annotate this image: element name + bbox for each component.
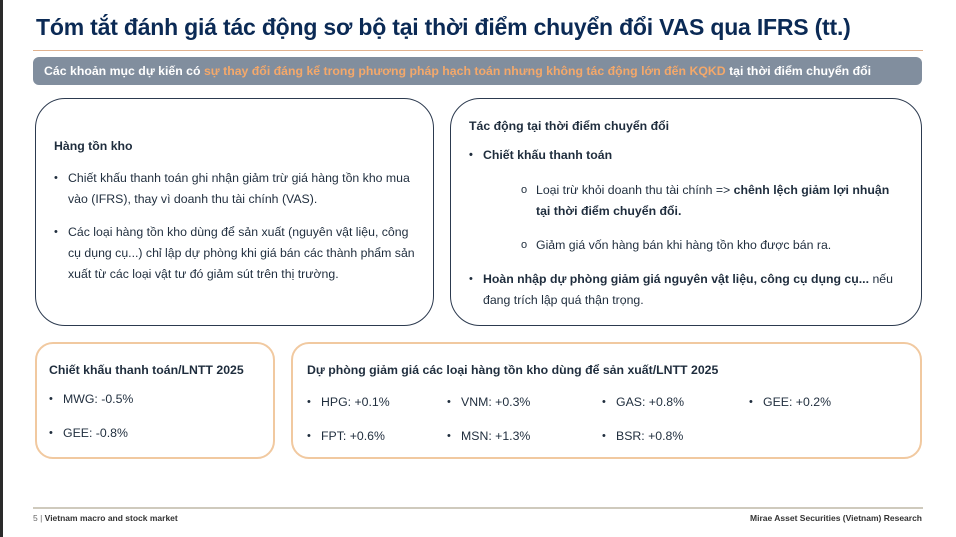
impact-bullet-list [469, 145, 903, 311]
bullet-text: Chiết khấu thanh toán ghi nhận giảm trừ giá hàng tồn kho mua vào (IFRS), thay vì doanh thu tài chính (VAS). [68, 171, 410, 206]
stat-text: FPT: +0.6% [321, 429, 385, 443]
bullet-text: Các loại hàng tồn kho dùng để sản xuất (nguyên vật liệu, công cụ dụng cụ...) chỉ lập dự phòng khi giá bán các thành phẩm sản xuất từ các loại vật tư đó giảm sút trên thị trường. [68, 225, 415, 281]
stat-item [49, 391, 261, 408]
left-edge-border [0, 0, 3, 537]
bullet-icon: • [307, 396, 311, 408]
stat-text: MSN: +1.3% [461, 429, 531, 443]
stat-text: GEE: +0.2% [763, 395, 832, 409]
bullet-icon: • [307, 430, 311, 442]
bullet-icon: • [447, 430, 451, 442]
stat-item [307, 394, 447, 411]
item-text: nếu đang trích lập quá thận trọng. [483, 272, 893, 307]
sub-item-text: Giảm giá vốn hàng bán khi hàng tồn kho được bán ra. [536, 238, 832, 252]
bullet-icon: • [469, 149, 473, 161]
stat-text: HPG: +0.1% [321, 395, 390, 409]
inventory-card [35, 98, 434, 326]
page-title: Tóm tắt đánh giá tác động sơ bộ tại thời điểm chuyển đổi VAS qua IFRS (tt.) [36, 14, 851, 40]
stat-item [49, 425, 261, 442]
title-divider [33, 50, 923, 51]
impact-heading: Tác động tại thời điểm chuyển đổi [469, 119, 670, 133]
discount-card [35, 342, 275, 459]
impact-item-label: Chiết khấu thanh toán [483, 148, 613, 162]
banner-suffix: tại thời điểm chuyển đổi [725, 64, 872, 78]
bullet-icon: • [602, 396, 606, 408]
banner-highlight: sự thay đổi đáng kể trong phương pháp hạch toán nhưng không tác động lớn đến KQKD [203, 64, 726, 78]
list-item [54, 168, 415, 210]
stat-item [447, 394, 602, 411]
footer-separator: | [37, 513, 45, 523]
bullet-icon: • [447, 396, 451, 408]
footer-section: Vietnam macro and stock market [44, 513, 178, 523]
provision-grid [307, 394, 906, 445]
list-item [54, 222, 415, 285]
list-item [469, 269, 903, 311]
stat-item [447, 428, 602, 445]
list-item [469, 145, 903, 256]
inventory-bullet-list [54, 168, 415, 285]
stat-item [307, 428, 447, 445]
bullet-icon: • [602, 430, 606, 442]
impact-sub-list [483, 180, 903, 256]
sub-bullet-icon: o [521, 239, 528, 251]
stat-text: MWG: -0.5% [63, 392, 134, 406]
stat-item [602, 428, 749, 445]
impact-card [450, 98, 922, 326]
discount-list [49, 391, 261, 442]
bullet-icon: • [49, 393, 53, 405]
sub-list-item [483, 180, 903, 222]
sub-bullet-icon: o [521, 184, 528, 196]
footer-left [33, 513, 178, 523]
sub-list-item [483, 235, 903, 256]
stat-text: GEE: -0.8% [63, 426, 128, 440]
bullet-icon: • [469, 273, 473, 285]
banner-prefix: Các khoản mục dự kiến có [44, 64, 204, 78]
sub-item-text: Loại trừ khỏi doanh thu tài chính => [536, 183, 734, 197]
stat-text: VNM: +0.3% [461, 395, 531, 409]
item-emphasis: Hoàn nhập dự phòng giảm giá nguyên vật liệu, công cụ dụng cụ... [483, 272, 870, 286]
bullet-icon: • [749, 396, 753, 408]
inventory-heading: Hàng tồn kho [54, 139, 133, 153]
provision-card [291, 342, 922, 459]
page-number: 5 [33, 513, 38, 523]
discount-heading: Chiết khấu thanh toán/LNTT 2025 [49, 363, 244, 377]
provision-heading: Dự phòng giảm giá các loại hàng tồn kho dùng để sản xuất/LNTT 2025 [307, 363, 719, 377]
bullet-icon: • [49, 427, 53, 439]
stat-text: GAS: +0.8% [616, 395, 685, 409]
sub-item-emphasis: chênh lệch giảm lợi nhuận tại thời điểm chuyển đổi. [536, 183, 890, 218]
footer-divider [33, 507, 923, 509]
bullet-icon: • [54, 172, 58, 184]
summary-banner [33, 57, 922, 85]
bullet-icon: • [54, 226, 58, 238]
stat-item [602, 394, 749, 411]
stat-text: BSR: +0.8% [616, 429, 684, 443]
stat-item [749, 394, 889, 411]
footer-source: Mirae Asset Securities (Vietnam) Research [750, 513, 922, 523]
